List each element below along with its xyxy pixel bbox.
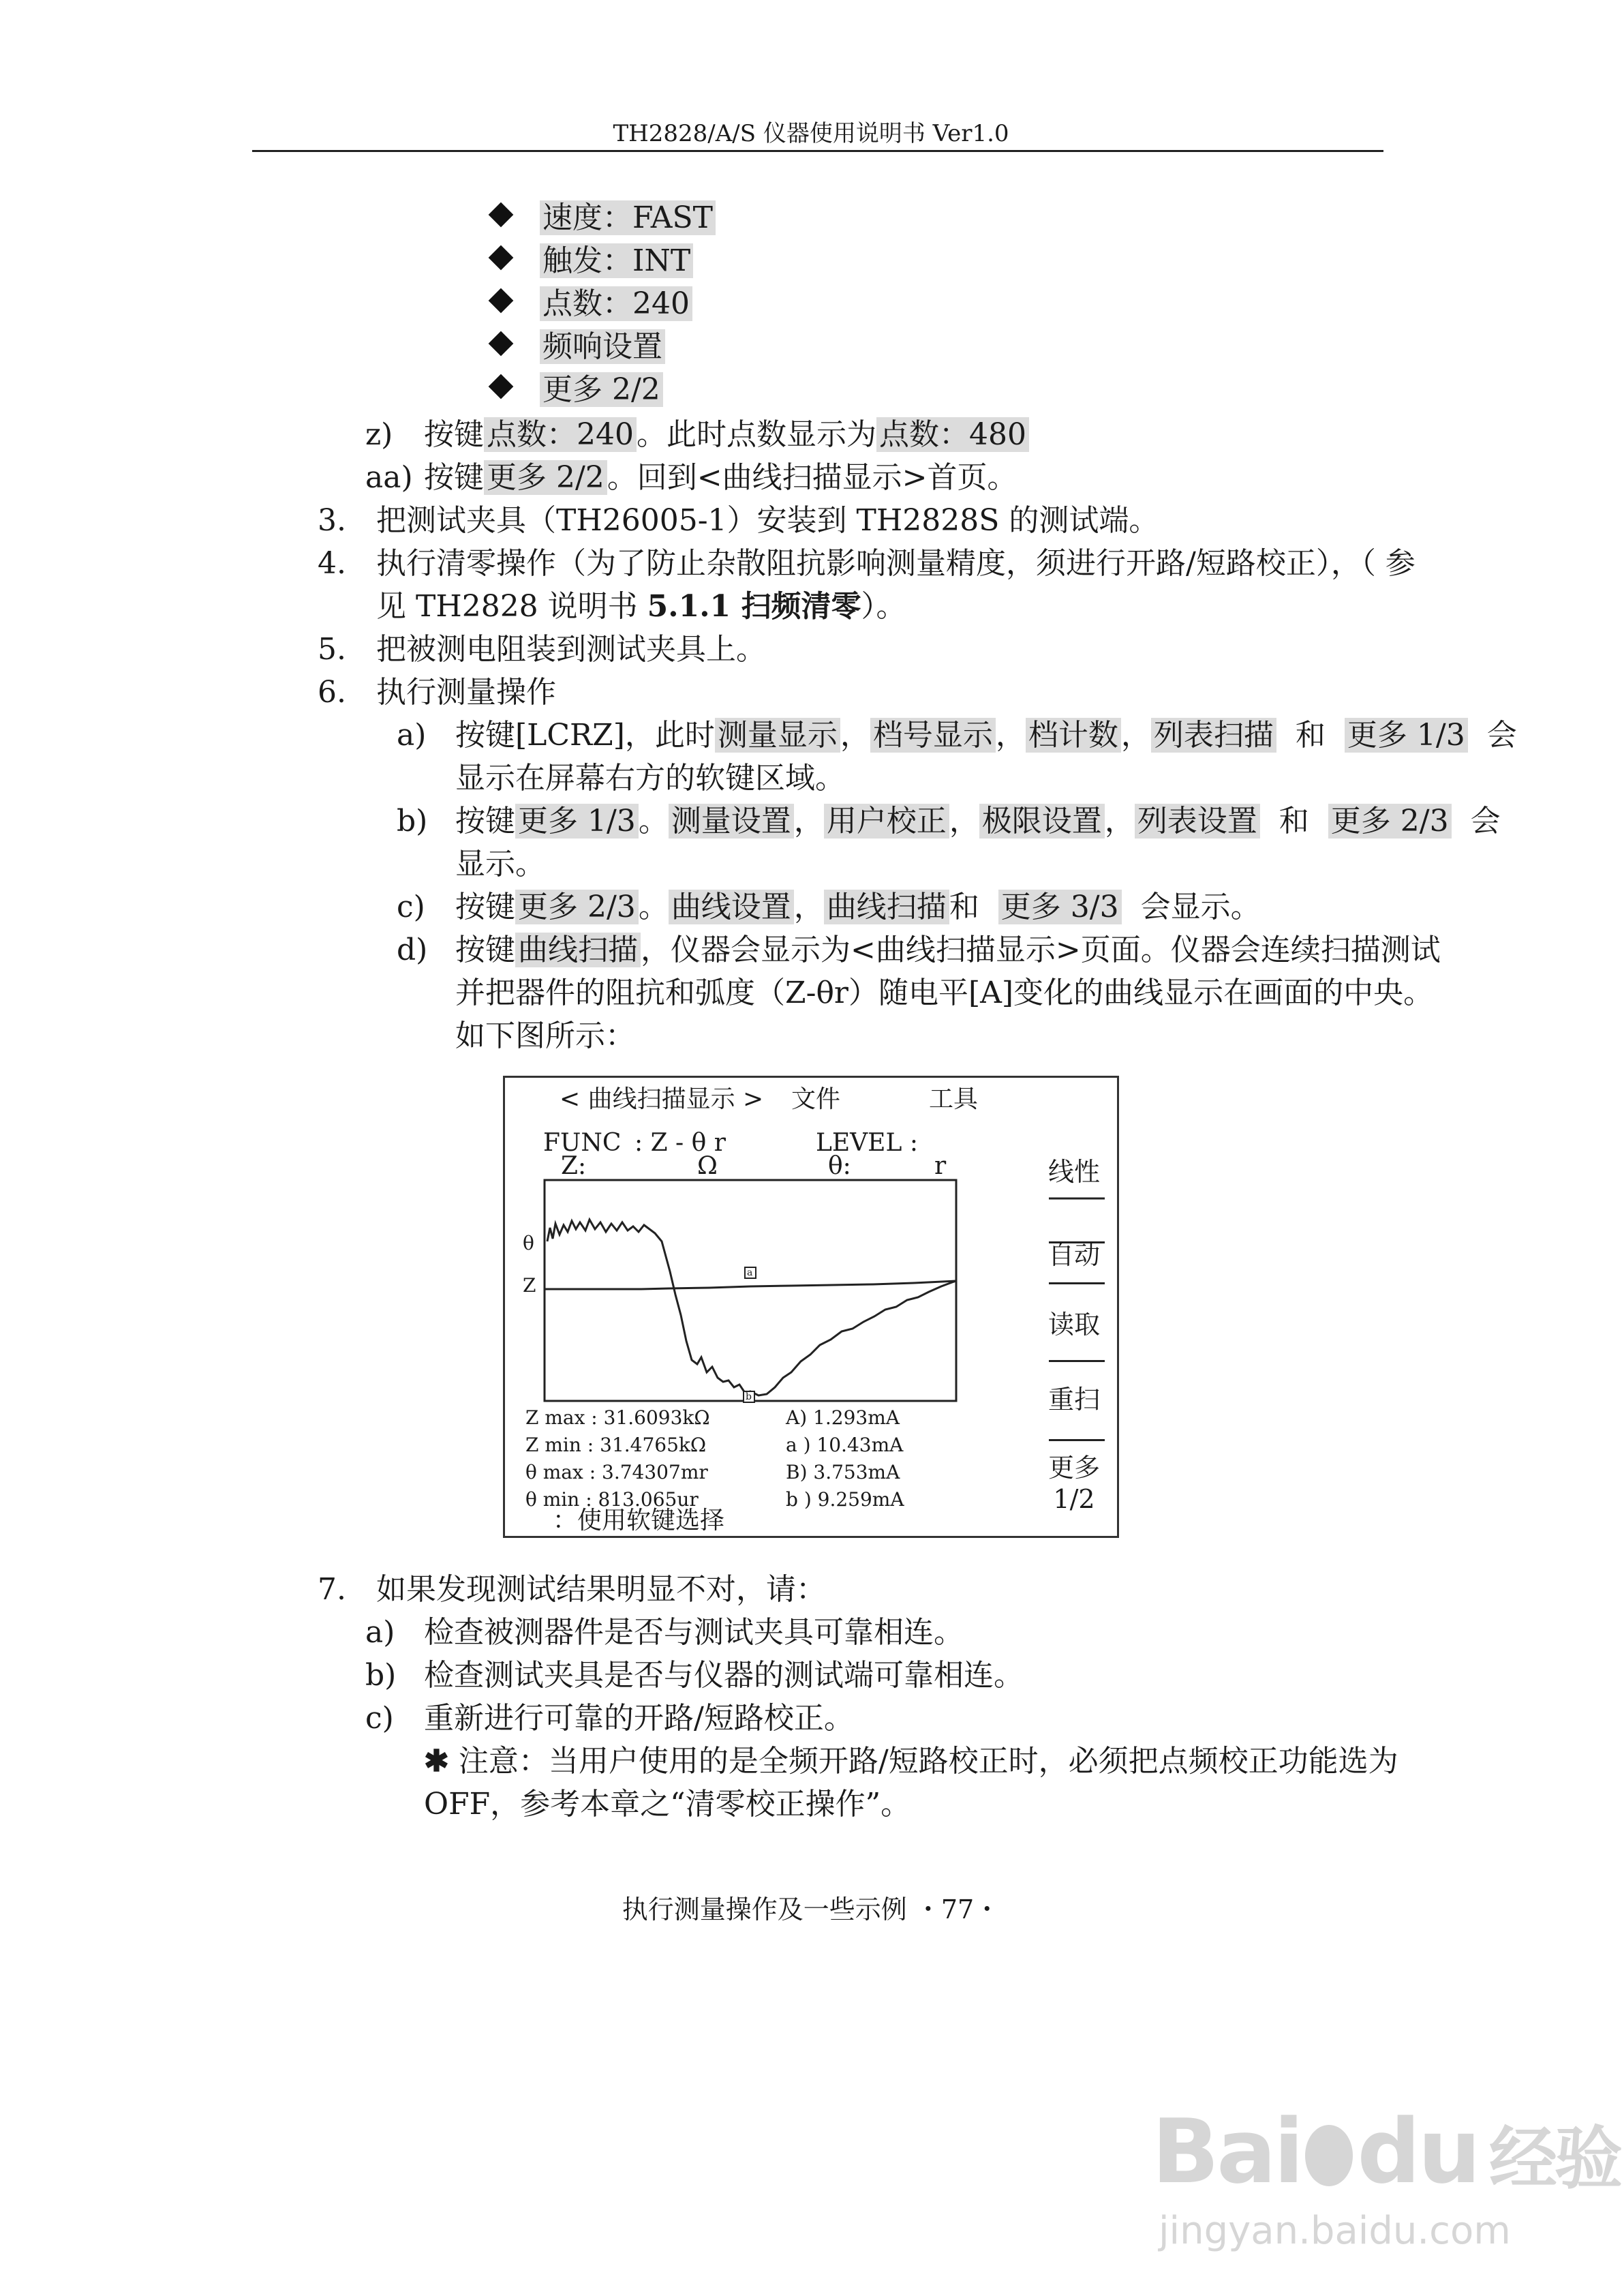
softkey-divider xyxy=(1049,1439,1105,1441)
step-z: z) 按键点数：240。此时点数显示为点数：480 xyxy=(365,414,1029,455)
item-7c: c) 重新进行可靠的开路/短路校正。 xyxy=(365,1701,854,1736)
item-4: 4. 执行清零操作（为了防止杂散阻抗影响测量精度，须进行开路/短路校正），（ 参 xyxy=(318,546,1416,581)
watermark-logo: Bai du 经验 xyxy=(1152,2100,1620,2203)
softkey-divider xyxy=(1049,1360,1105,1362)
diamond-icon xyxy=(489,202,514,228)
theta-unit: r xyxy=(934,1152,947,1180)
item-6b: b) 按键更多 1/3。测量设置，用户校正，极限设置，列表设置 和 更多 2/3 会 xyxy=(397,804,1501,839)
item-6c: c) 按键更多 2/3。曲线设置，曲线扫描和 更多 3/3 会显示。 xyxy=(397,890,1261,924)
item-6b-cont: 显示。 xyxy=(455,847,545,881)
func-label: FUNC xyxy=(543,1129,622,1157)
item-5: 5. 把被测电阻装到测试夹具上。 xyxy=(318,632,766,667)
softkey-read[interactable]: 读取 xyxy=(1047,1310,1100,1340)
diamond-icon xyxy=(489,374,514,399)
marker-a: a xyxy=(747,1267,753,1278)
asterisk-icon: ✱ xyxy=(424,1744,449,1779)
paw-icon xyxy=(1305,2125,1353,2186)
item-6a-cont: 显示在屏幕右方的软键区域。 xyxy=(455,761,845,796)
page-header: TH2828/A/S 仪器使用说明书 Ver1.0 xyxy=(613,120,1009,147)
item-6d-cont: 如下图所示： xyxy=(455,1018,635,1053)
diamond-icon xyxy=(489,288,514,314)
softkey-page: 1/2 xyxy=(1053,1484,1095,1514)
item-6d-cont: 并把器件的阻抗和弧度（Z-θr）随电平[A]变化的曲线显示在画面的中央。 xyxy=(455,976,1434,1010)
readout-right: a ) 10.43mA xyxy=(786,1434,904,1456)
axis-theta-label: θ xyxy=(523,1232,534,1254)
readout-left: θ min : 813.065ur xyxy=(525,1488,699,1511)
axis-z-label: Z xyxy=(523,1274,536,1297)
z-curve xyxy=(545,1281,956,1289)
header-rule xyxy=(252,150,1383,152)
item-4-cont: 见 TH2828 说明书 5.1.1 扫频清零）。 xyxy=(376,589,906,624)
diamond-icon xyxy=(489,245,514,271)
item-7: 7. 如果发现测试结果明显不对，请： xyxy=(318,1572,826,1607)
bullet-item: 触发：INT xyxy=(492,241,693,282)
readout-right: A) 1.293mA xyxy=(786,1406,900,1429)
softkey-rescan[interactable]: 重扫 xyxy=(1047,1385,1100,1415)
theta-label: θ: xyxy=(828,1152,851,1180)
screen-title: < 曲线扫描显示 > xyxy=(560,1085,764,1113)
step-aa: aa) 按键更多 2/2。回到<曲线扫描显示>首页。 xyxy=(365,460,1017,495)
item-6a: a) 按键[LCRZ]，此时测量显示，档号显示，档计数，列表扫描 和 更多 1/3 会 xyxy=(397,718,1517,753)
readout-right: b ) 9.259mA xyxy=(786,1488,904,1511)
z-label: Z: xyxy=(561,1152,587,1180)
softkey-divider xyxy=(1049,1282,1105,1284)
plot-frame xyxy=(545,1180,956,1401)
screen-menu-file: 文件 xyxy=(791,1085,841,1113)
readout-right: B) 3.753mA xyxy=(786,1461,900,1483)
bullet-item: 更多 2/2 xyxy=(492,369,663,410)
func-value: : Z - θ r xyxy=(634,1129,726,1157)
screen-hint: ：使用软键选择 xyxy=(553,1507,725,1535)
item-7a: a) 检查被测器件是否与测试夹具可靠相连。 xyxy=(365,1615,964,1650)
readout-left: θ max : 3.74307mr xyxy=(525,1461,708,1483)
item-6d: d) 按键曲线扫描，仪器会显示为<曲线扫描显示>页面。仪器会连续扫描测试 xyxy=(397,933,1441,967)
bullet-item: 频响设置 xyxy=(492,327,665,367)
item-6: 6. 执行测量操作 xyxy=(318,675,556,710)
marker-b: b xyxy=(746,1391,752,1402)
diamond-icon xyxy=(489,331,514,357)
softkey-linear[interactable]: 线性 xyxy=(1047,1157,1100,1187)
item-3: 3. 把测试夹具（TH26005-1）安装到 TH2828S 的测试端。 xyxy=(318,503,1159,538)
softkey-more[interactable]: 更多 xyxy=(1047,1453,1100,1483)
bullet-item: 点数：240 xyxy=(492,284,692,324)
screen-menu-tools: 工具 xyxy=(929,1085,979,1113)
readout-left: Z max : 31.6093kΩ xyxy=(525,1406,710,1429)
note: ✱ 注意：当用户使用的是全频开路/短路校正时，必须把点频校正功能选为 xyxy=(424,1744,1398,1779)
instrument-screen xyxy=(503,1076,1119,1538)
level-label: LEVEL : xyxy=(816,1129,918,1157)
readout-left: Z min : 31.4765kΩ xyxy=(525,1434,707,1456)
softkey-auto[interactable]: 自动 xyxy=(1047,1240,1100,1270)
z-unit: Ω xyxy=(697,1152,718,1180)
note-cont: OFF，参考本章之“清零校正操作”。 xyxy=(424,1787,911,1822)
theta-curve xyxy=(547,1220,956,1395)
item-7b: b) 检查测试夹具是否与仪器的测试端可靠相连。 xyxy=(365,1658,1024,1693)
page-footer: 执行测量操作及一些示例 ・77・ xyxy=(622,1894,1000,1924)
bullet-item: 速度：FAST xyxy=(492,198,716,239)
watermark-url: jingyan.baidu.com xyxy=(1159,2209,1511,2253)
